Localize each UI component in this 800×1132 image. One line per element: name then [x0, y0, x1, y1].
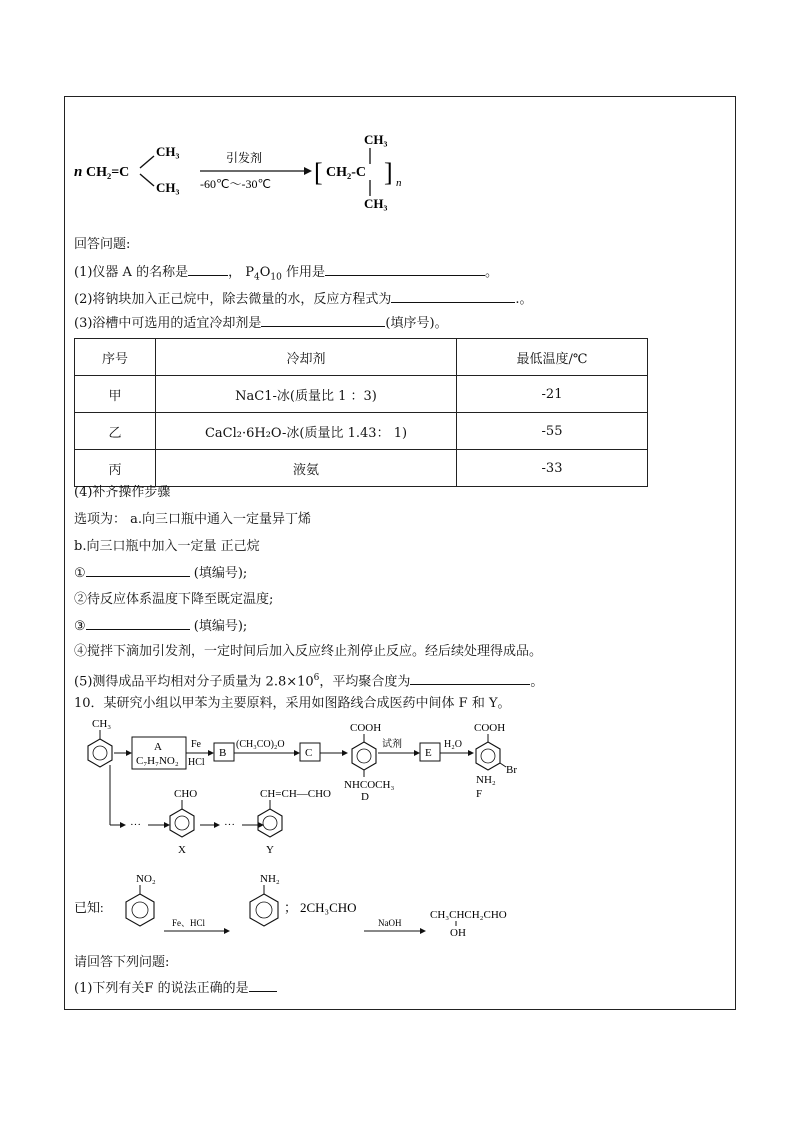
svg-text:(CH₃CO)₂O: (CH₃CO)₂O: [236, 739, 285, 750]
svg-text:CH=CH—CHO: CH=CH—CHO: [260, 788, 331, 800]
svg-text:Y: Y: [266, 844, 274, 856]
svg-text:···: ···: [224, 819, 235, 831]
answer-blank[interactable]: [325, 263, 485, 276]
svg-text:试剂: 试剂: [382, 739, 402, 750]
answer-blank[interactable]: [86, 564, 190, 577]
svg-text:NO₂: NO₂: [136, 873, 156, 885]
q4-step-1: ① (填编号);: [74, 566, 248, 581]
svg-text:Fe、HCl: Fe、HCl: [172, 918, 206, 928]
svg-text:C: C: [305, 747, 313, 759]
question-10: 10．某研究小组以甲苯为主要原料，采用如图路线合成医药中间体 F 和 Y。: [74, 696, 511, 711]
answer-blank[interactable]: [249, 979, 277, 992]
svg-text:Br: Br: [506, 764, 517, 776]
question-last: (1)下列有关F 的说法正确的是: [74, 979, 277, 998]
table-row: 乙 CaCl₂·6H₂O-冰(质量比 1.43： 1) -55: [75, 413, 648, 450]
svg-text:NH₂: NH₂: [260, 873, 280, 885]
svg-text:CHO: CHO: [174, 788, 198, 800]
answer-heading: 回答问题:: [74, 237, 131, 252]
svg-text:NHCOCH₃: NHCOCH₃: [344, 779, 395, 791]
table-header-row: [75, 339, 648, 376]
svg-text:NaOH: NaOH: [378, 918, 402, 928]
polymer-ch3-bottom: CH₃: [364, 196, 388, 211]
polymerization-reaction: [74, 126, 414, 212]
svg-text:D: D: [361, 791, 369, 803]
known-label: 已知:: [74, 900, 104, 915]
monomer-ch3-bottom: CH₃: [156, 180, 180, 195]
answer-blank[interactable]: [86, 617, 190, 630]
svg-text:H₂O: H₂O: [444, 739, 462, 750]
answer-blank[interactable]: [410, 672, 530, 685]
question-3: (3)浴槽中可选用的适宜冷却剂是 (填序号)。: [74, 316, 448, 331]
please-answer: 请回答下列问题:: [74, 955, 170, 970]
svg-text:···: ···: [130, 819, 141, 831]
svg-text:C₇H₇NO₂: C₇H₇NO₂: [136, 755, 179, 767]
q4-step-2: ②待反应体系温度下降至既定温度;: [74, 592, 274, 607]
svg-text:OH: OH: [450, 927, 466, 939]
polymer-ch3-top: CH₃: [364, 132, 388, 147]
svg-text:；: ；: [284, 900, 298, 915]
monomer-ch3-top: CH₃: [156, 144, 180, 159]
bracket-right: ]: [384, 158, 393, 187]
header-id: 序号: [75, 339, 156, 376]
header-agent: 冷却剂: [156, 339, 457, 376]
q4-step-3: ③ (填编号);: [74, 619, 248, 634]
q4-title: (4)补齐操作步骤: [74, 485, 171, 500]
header-temp: 最低温度/℃: [457, 339, 648, 376]
svg-text:F: F: [476, 788, 483, 800]
known-reactions: [74, 870, 554, 950]
q4-step-4: ④搅拌下滴加引发剂，一定时间后加入反应终止剂停止反应。经后续处理得成品。: [74, 644, 543, 659]
table-row: 甲 NaC1-冰(质量比 1 ：3) -21: [75, 376, 648, 413]
svg-text:A: A: [154, 741, 162, 753]
svg-text:NH₂: NH₂: [476, 774, 496, 786]
answer-blank[interactable]: [188, 263, 228, 276]
svg-text:Fe: Fe: [191, 739, 201, 750]
question-1: (1)仪器 A 的名称是 ， $P_4O_{10}$ 作用是 。: [74, 265, 498, 283]
question-5: (5)测得成品平均相对分子质量为 $2.8\times 10^6$，平均聚合度为 。: [74, 673, 544, 690]
monomer-text: CH₂=C: [86, 165, 130, 180]
svg-text:E: E: [425, 747, 432, 759]
arrow-top-label: 引发剂: [226, 151, 263, 165]
svg-text:COOH: COOH: [474, 722, 506, 734]
svg-text:B: B: [219, 747, 227, 759]
svg-text:X: X: [178, 844, 186, 856]
toluene-ch3: CH₃: [92, 718, 112, 730]
coef-n: n: [74, 164, 83, 180]
table-row: 丙 液氨 -33: [75, 450, 648, 487]
arrow-bottom-label: -60℃～-30℃: [200, 177, 271, 191]
benzene-ring: [88, 739, 112, 767]
polymer-text: CH₂-C: [326, 165, 366, 180]
synthesis-scheme: [74, 715, 634, 865]
svg-text:2CH₃CHO: 2CH₃CHO: [300, 900, 357, 915]
question-2: (2)将钠块加入正己烷中，除去微量的水，反应方程式为 .。: [74, 292, 533, 307]
answer-blank[interactable]: [261, 314, 385, 327]
answer-blank[interactable]: [391, 290, 515, 303]
bracket-left: [: [314, 158, 323, 187]
q4-option-a: 选项为： a.向三口瓶中通入一定量异丁烯: [74, 512, 312, 527]
q4-option-b: b.向三口瓶中加入一定量 正己烷: [74, 539, 260, 554]
svg-text:COOH: COOH: [350, 722, 382, 734]
polymer-n: n: [396, 177, 402, 189]
coolant-table: [74, 338, 648, 487]
svg-text:HCl: HCl: [188, 757, 205, 768]
svg-text:CH₃CHCH₂CHO: CH₃CHCH₂CHO: [430, 909, 507, 921]
